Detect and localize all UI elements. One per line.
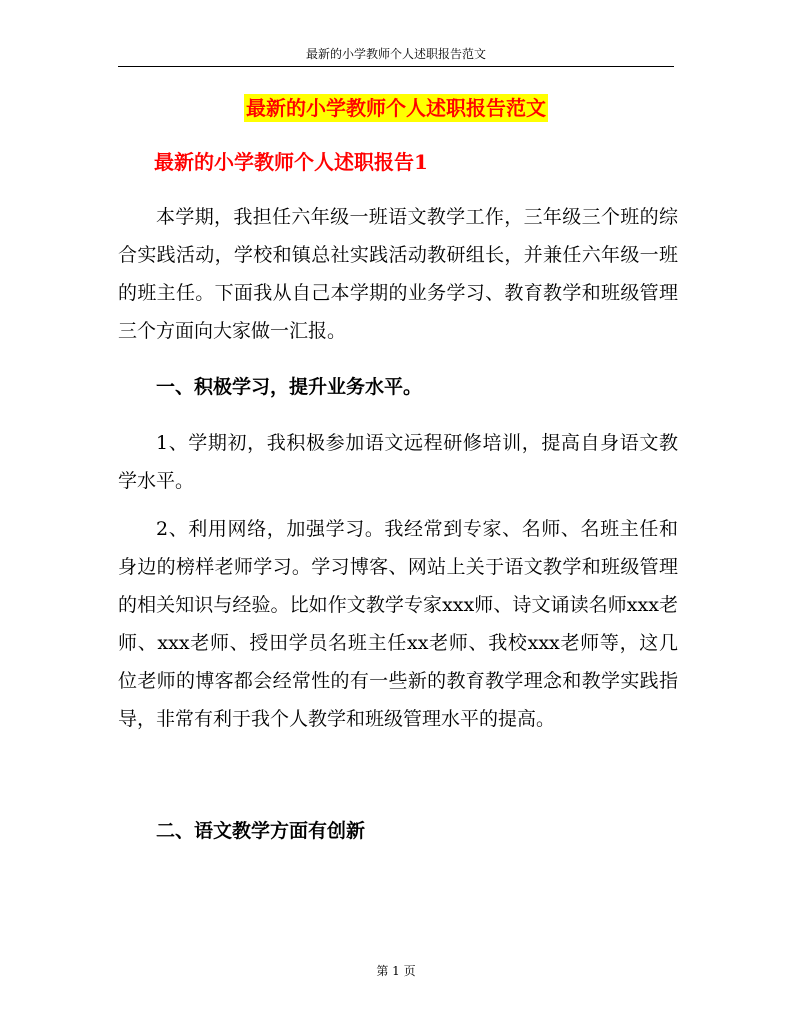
header-divider xyxy=(118,66,674,67)
heading-2 xyxy=(118,812,678,850)
intro-paragraph xyxy=(118,198,678,350)
item-2-text: 2、利用网络，加强学习。我经常到专家、名师、名班主任和身边的榜样老师学习。学习博客、网站上关于语文教学和班级管理的相关知识与经验。比如作文教学专家xxx师、诗文诵读名师xxx老师、xxx老师、授田学员名班主任xx老师、我校xxx老师等，这几位老师的博客都会经常性的有一些新的教育教学理念和教学实践指导，非常有利于我个人教学和班级管理水平的提高。 xyxy=(118,518,678,730)
section-title: 最新的小学教师个人述职报告1 xyxy=(154,150,428,174)
document-title-text: 最新的小学教师个人述职报告范文 xyxy=(246,96,546,120)
item-1-paragraph xyxy=(118,424,678,500)
page-number: 第 1 页 xyxy=(376,964,416,978)
running-header: 最新的小学教师个人述职报告范文 xyxy=(305,47,486,61)
heading-2-text: 二、语文教学方面有创新 xyxy=(156,820,366,842)
heading-1 xyxy=(118,368,678,406)
intro-text: 本学期，我担任六年级一班语文教学工作，三年级三个班的综合实践活动，学校和镇总社实践活动教研组长，并兼任六年级一班的班主任。下面我从自己本学期的业务学习、教育教学和班级管理三个方面向大家做一汇报。 xyxy=(118,206,678,342)
item-1-text: 1、学期初，我积极参加语文远程研修培训，提高自身语文教学水平。 xyxy=(118,432,678,492)
item-2-paragraph xyxy=(118,510,678,738)
heading-1-text: 一、积极学习，提升业务水平。 xyxy=(156,376,423,398)
document-title xyxy=(0,94,792,122)
